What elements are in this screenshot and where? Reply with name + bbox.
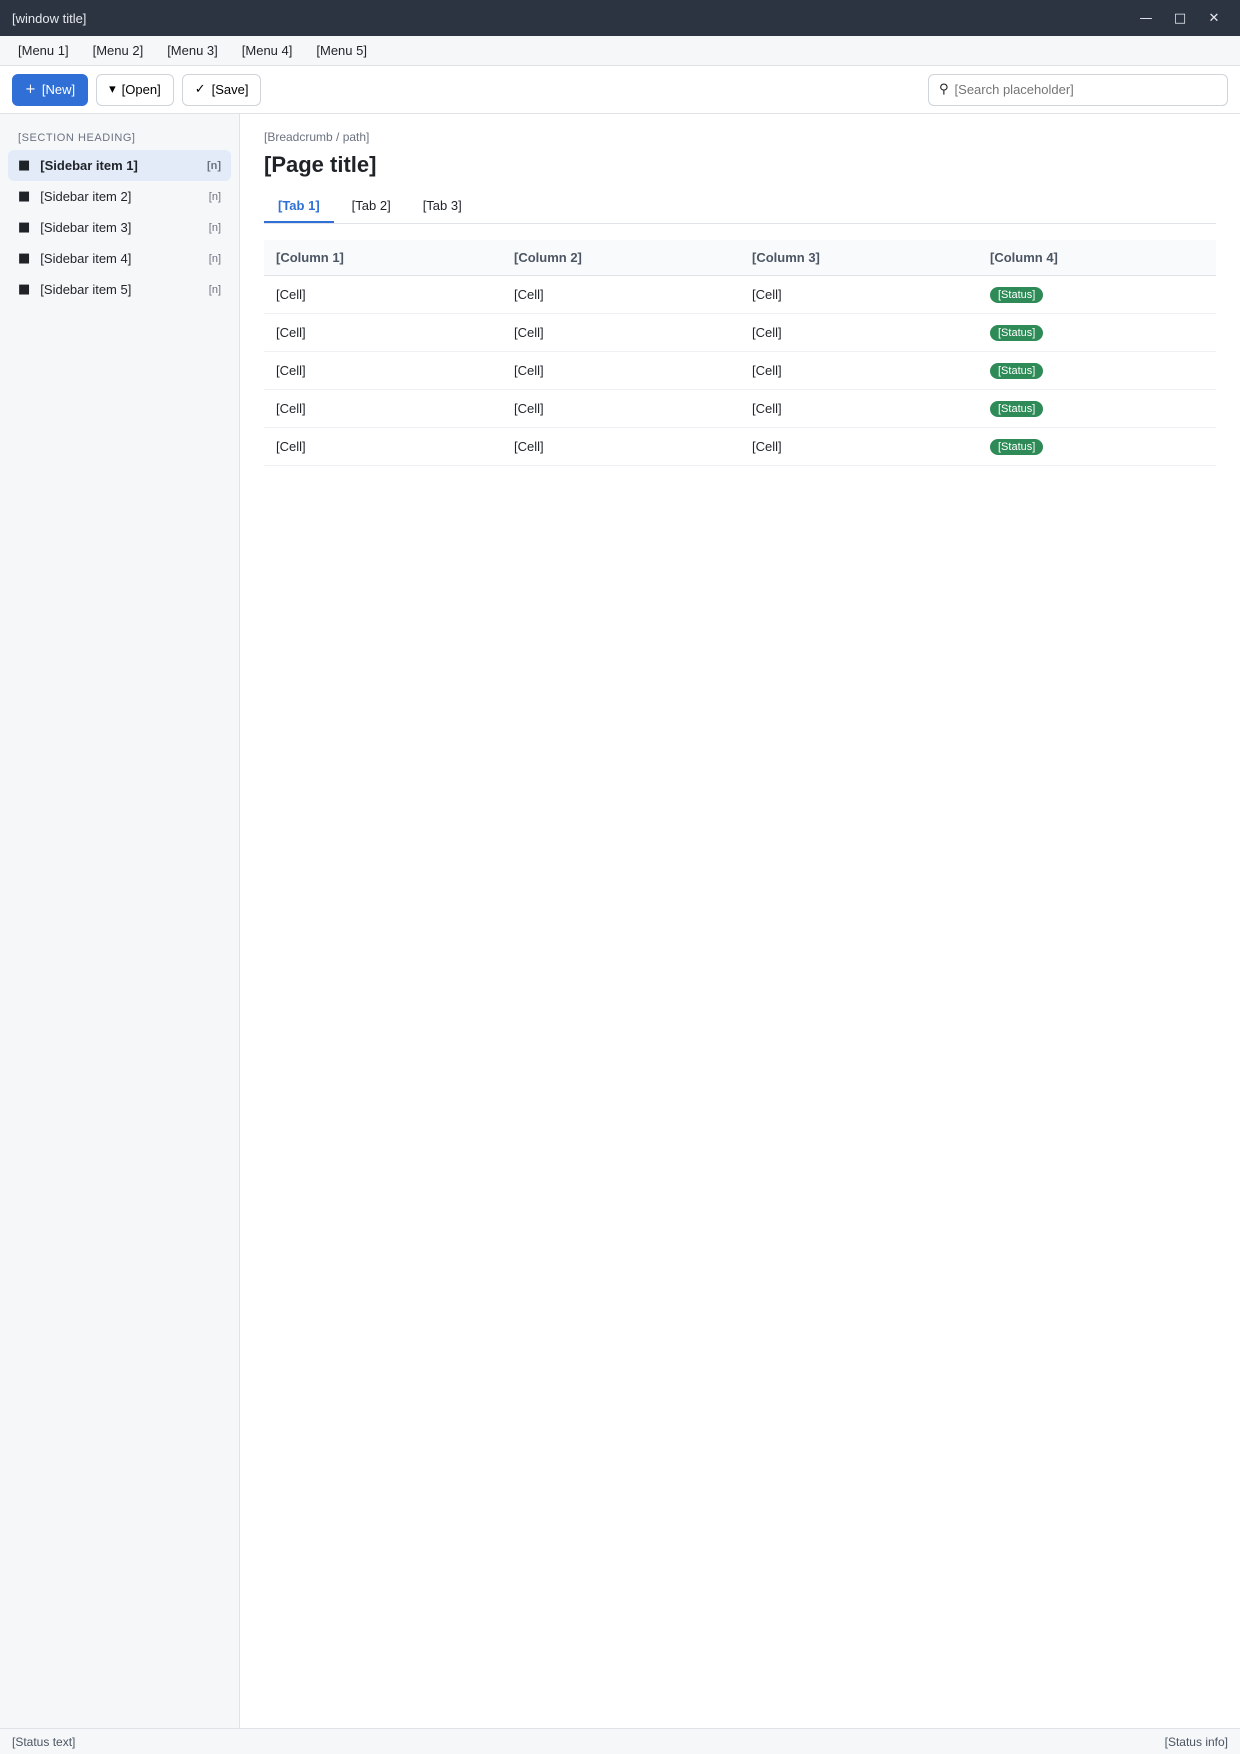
main-panel	[240, 114, 1240, 1728]
sidebar-item-label: [Sidebar item 4]	[40, 251, 132, 266]
table-cell: [Cell]	[502, 276, 740, 314]
sidebar-item-label: [Sidebar item 2]	[40, 189, 132, 204]
page-title: [Page title]	[264, 152, 377, 177]
table-row[interactable]	[264, 428, 1216, 466]
column-header[interactable]: [Column 2]	[502, 240, 740, 276]
table-header-row	[264, 240, 1216, 276]
column-header[interactable]: [Column 3]	[740, 240, 978, 276]
menu-item-3[interactable]: [Menu 3]	[167, 43, 218, 58]
plus-icon: +	[25, 82, 36, 97]
toolbar	[0, 66, 1240, 114]
folder-icon: ■	[18, 220, 31, 235]
content-area	[0, 114, 1240, 1728]
table-cell	[978, 428, 1216, 466]
menu-bar	[0, 36, 1240, 66]
folder-open-icon: ▾	[109, 82, 116, 97]
status-text-left: [Status text]	[12, 1734, 76, 1749]
table-cell: [Cell]	[502, 314, 740, 352]
data-table	[264, 240, 1216, 466]
save-button-label: [Save]	[211, 82, 249, 97]
table-row[interactable]	[264, 276, 1216, 314]
sidebar-item-count: [n]	[208, 190, 221, 203]
column-header[interactable]: [Column 1]	[264, 240, 502, 276]
table-cell: [Cell]	[502, 390, 740, 428]
breadcrumb[interactable]: [Breadcrumb / path]	[264, 130, 370, 144]
status-badge: [Status]	[990, 439, 1043, 455]
maximize-icon: □	[1173, 10, 1187, 26]
sidebar-item-count: [n]	[208, 283, 221, 296]
minimize-icon: —	[1139, 10, 1153, 26]
new-button[interactable]	[12, 74, 88, 106]
table-cell: [Cell]	[264, 314, 502, 352]
folder-icon: ■	[18, 251, 31, 266]
search-box	[928, 74, 1228, 106]
status-badge: [Status]	[990, 363, 1043, 379]
status-text-right: [Status info]	[1164, 1734, 1228, 1749]
table-cell: [Cell]	[264, 352, 502, 390]
sidebar-item-2[interactable]	[8, 181, 231, 212]
search-input[interactable]	[955, 82, 1217, 97]
status-bar	[0, 1728, 1240, 1754]
table-cell: [Cell]	[740, 314, 978, 352]
table-row[interactable]	[264, 390, 1216, 428]
sidebar-item-count: [n]	[208, 252, 221, 265]
menu-item-2[interactable]: [Menu 2]	[92, 43, 144, 58]
sidebar-item-count: [n]	[206, 159, 221, 172]
table-cell: [Cell]	[264, 276, 502, 314]
table-row[interactable]	[264, 352, 1216, 390]
table-cell	[978, 314, 1216, 352]
table-cell	[978, 390, 1216, 428]
sidebar-heading: [SECTION HEADING]	[18, 132, 136, 144]
table-cell: [Cell]	[740, 352, 978, 390]
sidebar-item-5[interactable]	[8, 274, 231, 305]
table-cell: [Cell]	[502, 352, 740, 390]
folder-icon: ■	[18, 158, 31, 173]
close-icon: ✕	[1208, 10, 1220, 26]
table-cell	[978, 352, 1216, 390]
folder-icon: ■	[18, 189, 31, 204]
status-badge: [Status]	[990, 325, 1043, 341]
close-button[interactable]	[1200, 7, 1228, 29]
table-cell: [Cell]	[264, 390, 502, 428]
sidebar-item-4[interactable]	[8, 243, 231, 274]
table-cell: [Cell]	[740, 276, 978, 314]
tab-3[interactable]: [Tab 3]	[422, 198, 462, 213]
folder-icon: ■	[18, 282, 31, 297]
minimize-button[interactable]	[1132, 7, 1160, 29]
column-header[interactable]: [Column 4]	[978, 240, 1216, 276]
menu-item-1[interactable]: [Menu 1]	[18, 43, 69, 58]
sidebar-item-label: [Sidebar item 5]	[40, 282, 132, 297]
table-cell: [Cell]	[264, 428, 502, 466]
table-cell: [Cell]	[502, 428, 740, 466]
menu-item-5[interactable]: [Menu 5]	[316, 43, 367, 58]
tab-2[interactable]: [Tab 2]	[351, 198, 391, 213]
table-cell: [Cell]	[740, 428, 978, 466]
sidebar-item-count: [n]	[208, 221, 221, 234]
save-button[interactable]	[182, 74, 262, 106]
open-button-label: [Open]	[121, 82, 161, 97]
tab-bar	[264, 190, 1216, 224]
new-button-label: [New]	[41, 82, 76, 97]
tab-1[interactable]: [Tab 1]	[264, 190, 334, 223]
window-title: [window title]	[12, 10, 87, 26]
sidebar-item-label: [Sidebar item 1]	[40, 158, 138, 173]
sidebar-item-label: [Sidebar item 3]	[40, 220, 132, 235]
maximize-button[interactable]	[1166, 7, 1194, 29]
table-row[interactable]	[264, 314, 1216, 352]
title-bar	[0, 0, 1240, 36]
sidebar-item-3[interactable]	[8, 212, 231, 243]
save-icon: ✓	[194, 82, 206, 97]
table-cell: [Cell]	[740, 390, 978, 428]
sidebar-item-1[interactable]	[8, 150, 231, 181]
status-badge: [Status]	[990, 287, 1043, 303]
table-cell	[978, 276, 1216, 314]
search-icon: ⚲	[939, 82, 949, 97]
open-button[interactable]	[96, 74, 174, 106]
status-badge: [Status]	[990, 401, 1043, 417]
window-controls	[1132, 7, 1228, 29]
sidebar	[0, 114, 240, 1728]
menu-item-4[interactable]: [Menu 4]	[241, 43, 293, 58]
